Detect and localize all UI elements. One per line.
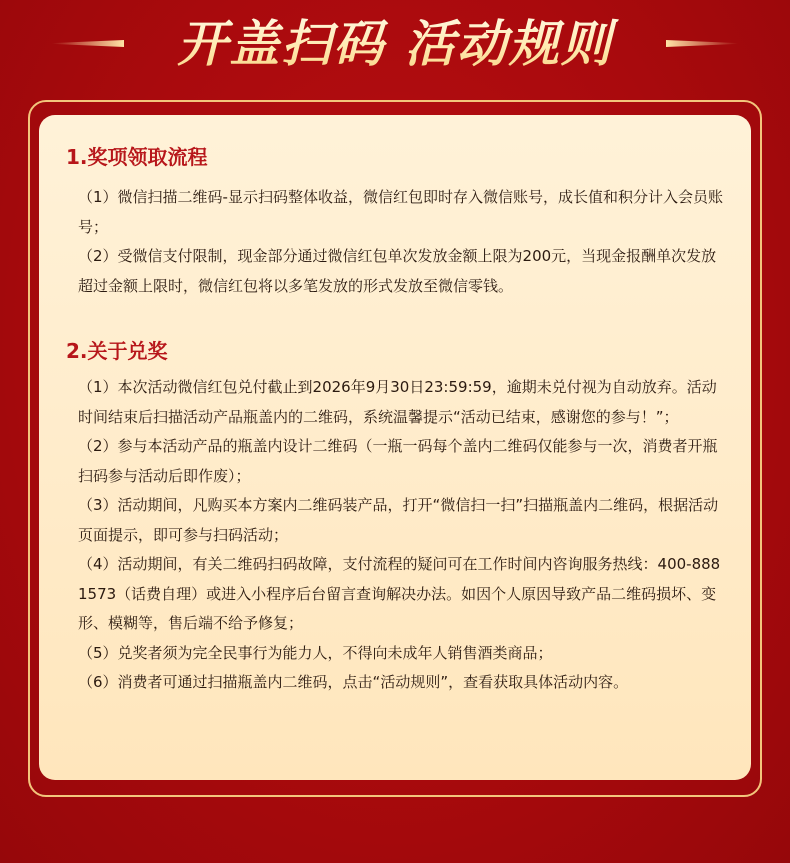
- title-decoration-left: [52, 40, 124, 47]
- rule-paragraph: （1）微信扫描二维码-显示扫码整体收益，微信红包即时存入微信账号，成长值和积分计入会员账号；: [78, 188, 723, 236]
- rule-paragraph: （6）消费者可通过扫描瓶盖内二维码，点击“活动规则”，查看获取具体活动内容。: [78, 673, 629, 691]
- rule-paragraph: （5）兑奖者须为完全民事行为能力人，不得向未成年人销售酒类商品；: [78, 643, 553, 662]
- section-redemption: [66, 333, 725, 698]
- section-prize-claim: [66, 139, 725, 301]
- rule-paragraph: （4）活动期间，有关二维码扫码故障，支付流程的疑问可在工作时间内咨询服务热线：400-8881573（话费自理）或进入小程序后台留言查询解决办法。如因个人原因导致产品二维码损坏、变形、模糊等，售后端不给予修复；: [78, 555, 721, 632]
- title-decoration-right: [666, 40, 738, 47]
- page-header: [0, 0, 790, 96]
- rule-paragraph: （3）活动期间，凡购买本方案内二维码装产品，打开“微信扫一扫”扫描瓶盖内二维码，根据活动页面提示，即可参与扫码活动；: [78, 496, 719, 544]
- page-title: 开盖扫码 活动规则: [140, 8, 650, 80]
- section-heading: 2.关于兑奖: [66, 339, 168, 363]
- rule-paragraph: （2）参与本活动产品的瓶盖内设计二维码（一瓶一码每个盖内二维码仅能参与一次，消费者开瓶扫码参与活动后即作废）；: [78, 437, 718, 485]
- rules-card: [39, 115, 751, 780]
- rule-paragraph: （1）本次活动微信红包兑付截止到2026年9月30日23:59:59，逾期未兑付视为自动放弃。活动时间结束后扫描活动产品瓶盖内的二维码，系统温馨提示“活动已结束，感谢您的参与！”；: [78, 378, 717, 426]
- rule-paragraph: （2）受微信支付限制，现金部分通过微信红包单次发放金额上限为200元，当现金报酬单次发放超过金额上限时，微信红包将以多笔发放的形式发放至微信零钱。: [78, 247, 717, 295]
- section-heading: 1.奖项领取流程: [66, 145, 208, 169]
